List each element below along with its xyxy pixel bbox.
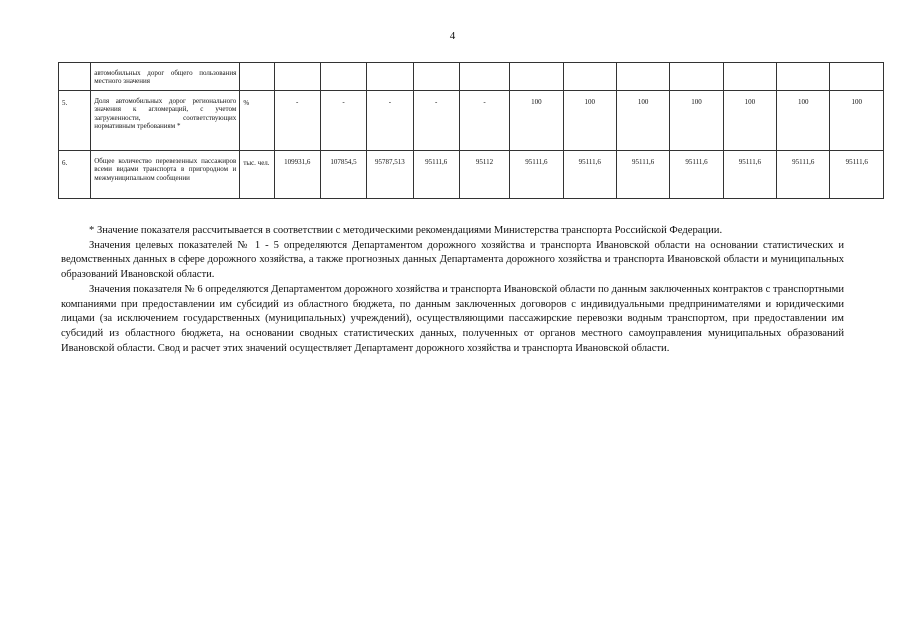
indicator-name-cell: Общее количество перевезенных пассажиров всеми видами транспорта в пригородном и межмуниципальном сообщении (91, 151, 240, 199)
indicator-name-cell: Доля автомобильных дорог регионального значения к агломераций, с учетом загруженности, соответствующих нормативным требованиям * (91, 91, 240, 151)
value-cell (320, 63, 366, 91)
value-cell: 95111,6 (830, 151, 884, 199)
table-row (59, 63, 884, 91)
value-cell (616, 63, 669, 91)
value-cell: 95111,6 (413, 151, 459, 199)
value-cell: 95111,6 (616, 151, 669, 199)
unit-cell: % (240, 91, 274, 151)
page-number: 4 (449, 30, 456, 42)
row-number-cell: 6. (59, 151, 91, 199)
table-row (59, 91, 884, 151)
value-cell: 100 (510, 91, 563, 151)
unit-cell: тыс. чел. (240, 151, 274, 199)
value-cell: 100 (616, 91, 669, 151)
value-cell (563, 63, 616, 91)
note-paragraph: * Значение показателя рассчитывается в соответствии с методическими рекомендациями Министерства транспорта Российской Федерации. (89, 225, 723, 236)
value-cell: 95111,6 (723, 151, 776, 199)
value-cell: - (413, 91, 459, 151)
note-paragraph: Значения целевых показателей № 1 - 5 определяются Департаментом дорожного хозяйства и транспорта Ивановской области на основании статистических и ведомственных данных в сфере дорожного хозяйства, а также прогнозных данных Департамента дорожного хозяйства и транспорта Ивановской области и муниципальных образований Ивановской области. (61, 239, 844, 281)
value-cell: 95111,6 (777, 151, 830, 199)
value-cell: 109931,6 (274, 151, 320, 199)
value-cell (459, 63, 509, 91)
value-cell: 95111,6 (510, 151, 563, 199)
value-cell: 100 (777, 91, 830, 151)
value-cell: 100 (670, 91, 723, 151)
value-cell: 95111,6 (670, 151, 723, 199)
value-cell: 100 (830, 91, 884, 151)
value-cell: 95111,6 (563, 151, 616, 199)
value-cell: - (459, 91, 509, 151)
row-number-cell: 5. (59, 91, 91, 151)
value-cell (510, 63, 563, 91)
value-cell: 100 (563, 91, 616, 151)
value-cell (830, 63, 884, 91)
row-number-cell (59, 63, 91, 91)
value-cell (670, 63, 723, 91)
indicator-name-cell: автомобильных дорог общего пользования местного значения (91, 63, 240, 91)
value-cell (723, 63, 776, 91)
indicators-table (58, 62, 884, 199)
value-cell: 107854,5 (320, 151, 366, 199)
value-cell: 95787,513 (367, 151, 413, 199)
value-cell: - (274, 91, 320, 151)
value-cell: 95112 (459, 151, 509, 199)
value-cell: - (320, 91, 366, 151)
table-row (59, 151, 884, 199)
value-cell (413, 63, 459, 91)
note-paragraph: Значения показателя № 6 определяются Департаментом дорожного хозяйства и транспорта Ивановской области по данным заключенных контрактов с транспортными компаниями при предоставлении им субсидий из областного бюджета, по данным заключенных договоров с индивидуальными предпринимателями и юридическими лицами (за исключением государственных (муниципальных) учреждений), осуществляющими пассажирские перевозки водным транспортом, при предоставлении им субсидий из областного бюджета, на основании сводных статистических данных, полученных от органов местного самоуправления муниципальных образований Ивановской области. Свод и расчет этих значений осуществляет Департамент дорожного хозяйства и транспорта Ивановской области. (61, 283, 844, 354)
value-cell: - (367, 91, 413, 151)
value-cell (274, 63, 320, 91)
table-body (59, 63, 884, 199)
value-cell (367, 63, 413, 91)
notes-section (61, 224, 844, 356)
unit-cell (240, 63, 274, 91)
value-cell: 100 (723, 91, 776, 151)
value-cell (777, 63, 830, 91)
